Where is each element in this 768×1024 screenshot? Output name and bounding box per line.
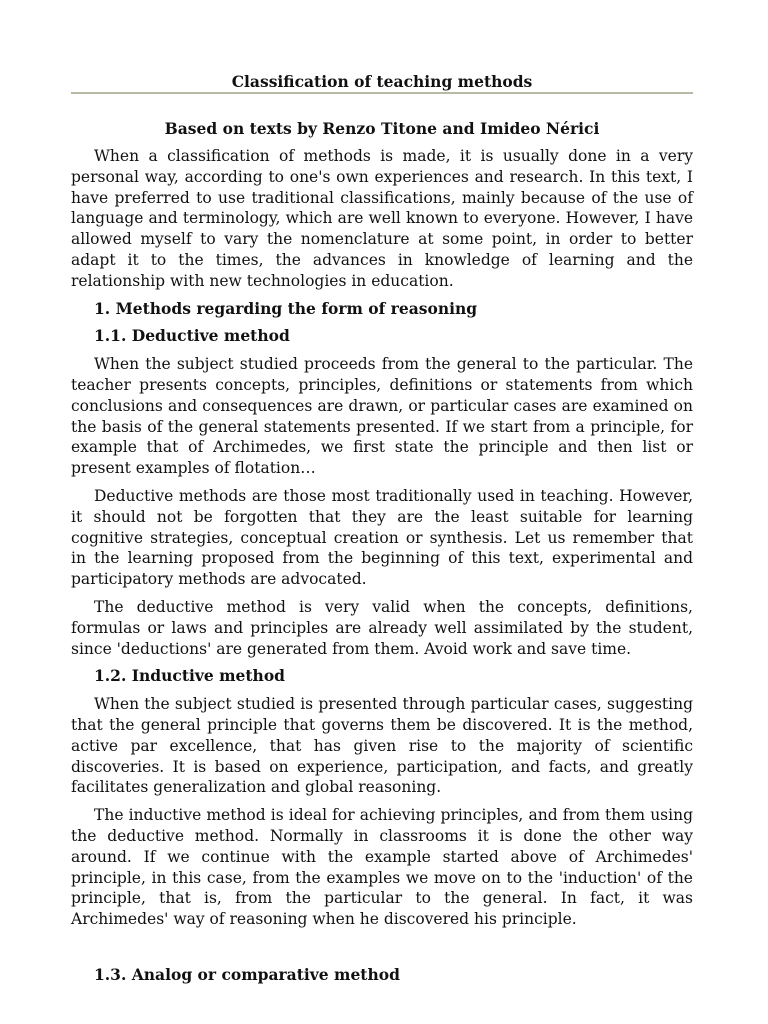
section-1-heading: 1. Methods regarding the form of reasoning: [94, 298, 478, 318]
title-underline: [71, 92, 693, 94]
deductive-paragraph-1: When the subject studied proceeds from the general to the particular. The teacher presents concepts, principles, definitions or statements from which conclusions and consequences are drawn, or particular cases are examined on the basis of the general statements presented. If we start from a principle, for example that of Archimedes, we first state the principle and then list or present examples of flotation…: [71, 355, 693, 478]
section-spacer: [71, 937, 693, 965]
deductive-paragraph-3: The deductive method is very valid when the concepts, definitions, formulas or laws and principles are already well assimilated by the student, since 'deductions' are generated from them. Avoid work and save time.: [71, 597, 693, 658]
section-1-3-heading: 1.3. Analog or comparative method: [94, 964, 400, 984]
document-body: [71, 146, 693, 993]
section-1-1-heading: 1.1. Deductive method: [94, 326, 290, 346]
inductive-paragraph-1: When the subject studied is presented through particular cases, suggesting that the general principle that governs them be discovered. It is the method, active par excellence, that has given rise to the majority of scientific discoveries. It is based on experience, participation, and facts, and greatly facilitates generalization and global reasoning.: [71, 695, 693, 797]
inductive-paragraph-2: The inductive method is ideal for achieving principles, and from them using the deductive method. Normally in classrooms it is done the other way around. If we continue with the example started above of Archimedes' principle, in this case, from the examples we move on to the 'induction' of the principle, that is, from the particular to the general. In fact, it was Archimedes' way of reasoning when he discovered his principle.: [71, 806, 693, 929]
document-subtitle: Based on texts by Renzo Titone and Imideo Nérici: [164, 119, 600, 138]
section-1-2-heading: 1.2. Inductive method: [94, 666, 286, 686]
deductive-paragraph-2: Deductive methods are those most traditionally used in teaching. However, it should not be forgotten that they are the least suitable for learning cognitive strategies, conceptual creation or synthesis. Let us remember that in the learning proposed from the beginning of this text, experimental and participatory methods are advocated.: [71, 486, 693, 589]
intro-paragraph: When a classification of methods is made, it is usually done in a very personal way, according to one's own experiences and research. In this text, I have preferred to use traditional classifications, mainly because of the use of language and terminology, which are well known to everyone. However, I have allowed myself to vary the nomenclature at some point, in order to better adapt it to the times, the advances in knowledge of learning and the relationship with new technologies in education.: [71, 147, 693, 290]
document-title: Classification of teaching methods: [231, 72, 533, 91]
